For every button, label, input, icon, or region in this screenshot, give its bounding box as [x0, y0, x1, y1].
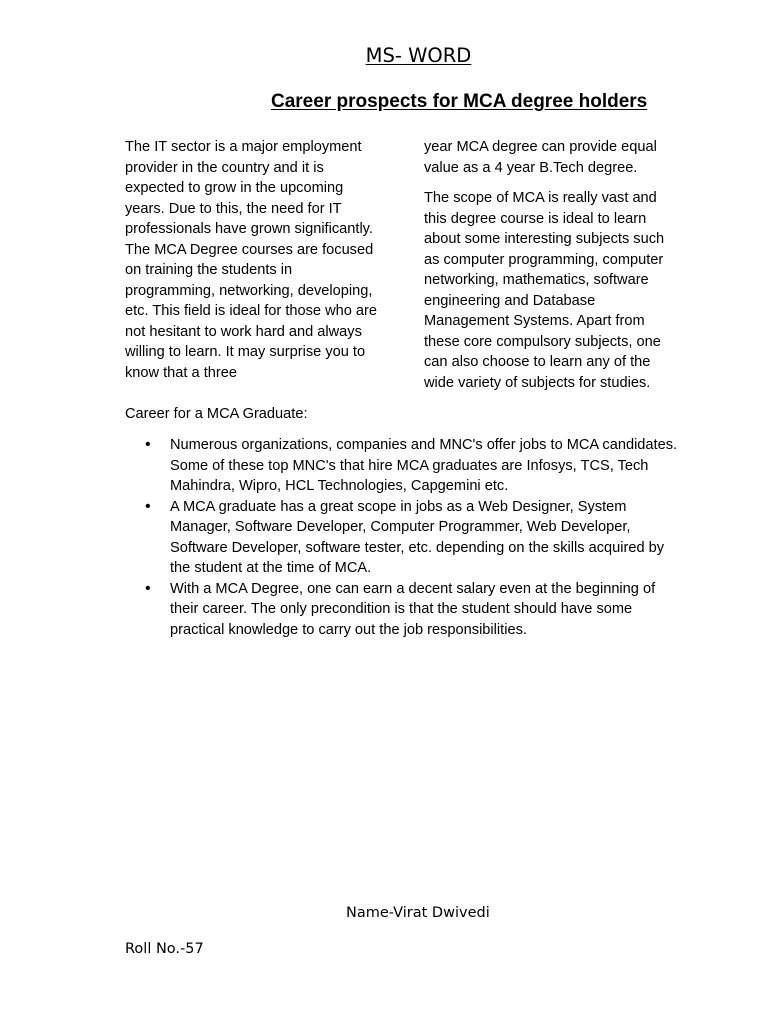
author-name: Name-Virat Dwivedi [346, 905, 490, 921]
list-item-text: With a MCA Degree, one can earn a decent salary even at the beginning of their career. The only precondition is that the student should have some practical knowledge to carry out the job responsibilities. [170, 580, 656, 638]
paragraph: The IT sector is a major employment provider in the country and it is expected to grow in the upcoming years. Due to this, the need for IT professionals have grown significantly. The MCA Degree courses are focused on training the students in programming, networking, developing, etc. This field is ideal for those who are not hesitant to work hard and always willing to learn. It may surprise you to know that a three [125, 139, 378, 381]
paragraph: year MCA degree can provide equal value as a 4 year B.Tech degree. [424, 139, 657, 176]
list-item-text: A MCA graduate has a great scope in jobs as a Web Designer, System Manager, Software Developer, Computer Programmer, Web Developer, Software Developer, software tester, etc. depending on the skills acquired by the student at the time of MCA. [170, 498, 665, 576]
list-item [125, 579, 680, 641]
column-left [125, 137, 379, 393]
page-header [0, 44, 768, 67]
bullet-list [125, 435, 680, 640]
roll-number: Roll No.-57 [125, 941, 204, 957]
bullet-icon: • [145, 436, 151, 453]
list-item [125, 435, 680, 497]
bullet-icon: • [145, 579, 151, 597]
list-item-text: Numerous organizations, companies and MNC's offer jobs to MCA candidates. Some of these top MNC's that hire MCA graduates are Infosys, TCS, Tech Mahindra, Wipro, HCL Technologies, Capgemini etc. [170, 437, 678, 494]
paragraph: The scope of MCA is really vast and this degree course is ideal to learn about some interesting subjects such as computer programming, computer networking, mathematics, software engineering and Database Management Systems. Apart from these core compulsory subjects, one can also choose to learn any of the wide variety of subjects for studies. [424, 190, 665, 391]
document-title: Career prospects for MCA degree holders [271, 91, 648, 112]
bullet-icon: • [145, 497, 151, 515]
header-title: MS- WORD [365, 44, 472, 67]
section-heading: Career for a MCA Graduate: [125, 406, 308, 422]
column-right [424, 137, 678, 403]
list-item [125, 497, 680, 579]
